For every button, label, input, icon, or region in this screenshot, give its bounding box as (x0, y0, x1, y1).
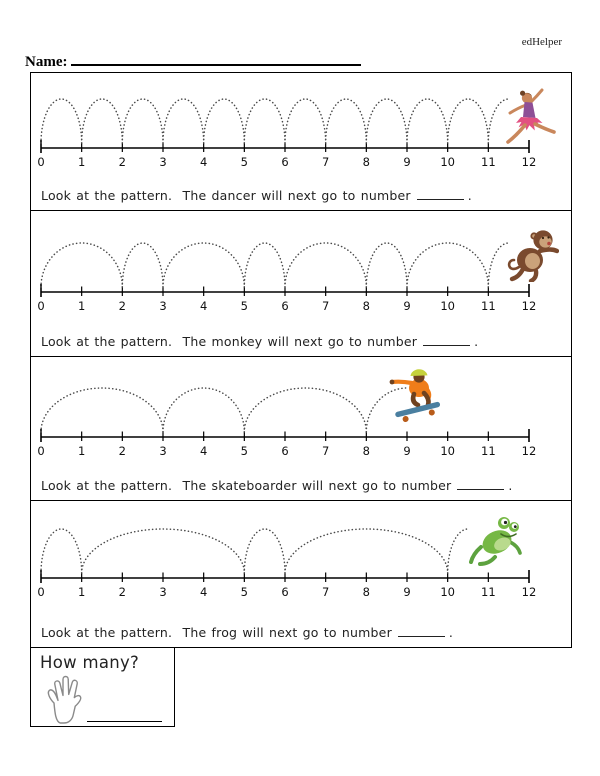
svg-text:2: 2 (118, 444, 126, 458)
prompt-skateboarder (41, 478, 513, 493)
svg-text:5: 5 (240, 155, 248, 169)
svg-text:10: 10 (440, 155, 455, 169)
svg-text:6: 6 (281, 155, 289, 169)
svg-text:6: 6 (281, 585, 289, 599)
svg-text:11: 11 (481, 585, 496, 599)
svg-text:2: 2 (118, 585, 126, 599)
question-box-monkey (30, 210, 572, 356)
svg-text:3: 3 (159, 155, 167, 169)
prompt-monkey (41, 334, 478, 349)
svg-text:9: 9 (403, 585, 411, 599)
svg-text:4: 4 (200, 155, 208, 169)
prompt-text: Look at the pattern. The monkey will next go to number (41, 334, 418, 349)
hand-three-fingers-icon (41, 672, 93, 732)
svg-text:0: 0 (37, 299, 45, 313)
svg-text:8: 8 (362, 444, 370, 458)
answer-blank-frog[interactable] (398, 625, 445, 637)
name-label: Name: (25, 54, 68, 70)
svg-text:11: 11 (481, 299, 496, 313)
prompt-text: Look at the pattern. The dancer will next go to number (41, 188, 411, 203)
prompt-text: Look at the pattern. The skateboarder will next go to number (41, 478, 452, 493)
svg-text:0: 0 (37, 155, 45, 169)
prompt-period: . (448, 625, 454, 640)
how-many-box (30, 648, 175, 727)
how-many-label: How many? (40, 653, 140, 672)
svg-text:9: 9 (403, 155, 411, 169)
prompt-text: Look at the pattern. The frog will next go to number (41, 625, 392, 640)
prompt-dancer (41, 188, 472, 203)
svg-text:5: 5 (240, 444, 248, 458)
prompt-period: . (508, 478, 513, 493)
svg-text:11: 11 (481, 155, 496, 169)
answer-blank-dancer[interactable] (417, 188, 464, 200)
monkey-image (503, 227, 559, 286)
svg-text:9: 9 (403, 299, 411, 313)
svg-text:12: 12 (521, 299, 537, 313)
svg-text:1: 1 (78, 299, 86, 313)
name-blank[interactable] (71, 52, 361, 66)
svg-text:7: 7 (322, 444, 330, 458)
svg-text:3: 3 (159, 585, 167, 599)
svg-text:8: 8 (362, 299, 370, 313)
dancer-image (504, 87, 556, 155)
svg-text:8: 8 (362, 585, 370, 599)
answer-blank-skateboarder[interactable] (457, 478, 504, 490)
svg-text:2: 2 (118, 155, 126, 169)
svg-text:3: 3 (159, 299, 167, 313)
frog-image (467, 511, 523, 570)
svg-text:1: 1 (78, 444, 86, 458)
svg-text:8: 8 (362, 155, 370, 169)
svg-text:7: 7 (322, 585, 330, 599)
svg-text:12: 12 (521, 155, 537, 169)
answer-blank-monkey[interactable] (423, 334, 470, 346)
svg-text:0: 0 (37, 444, 45, 458)
name-row (25, 51, 375, 71)
svg-text:4: 4 (200, 585, 208, 599)
svg-text:7: 7 (322, 299, 330, 313)
skateboarder-image (387, 363, 451, 427)
question-box-frog (30, 500, 572, 648)
prompt-period: . (467, 188, 472, 203)
svg-text:5: 5 (240, 585, 248, 599)
svg-text:4: 4 (200, 444, 208, 458)
svg-text:1: 1 (78, 155, 86, 169)
brand-text: edHelper (521, 36, 562, 48)
how-many-answer-blank[interactable] (87, 721, 162, 722)
svg-text:2: 2 (118, 299, 126, 313)
svg-text:5: 5 (240, 299, 248, 313)
prompt-period: . (474, 334, 479, 349)
svg-text:12: 12 (521, 444, 537, 458)
svg-text:10: 10 (440, 444, 455, 458)
svg-text:4: 4 (200, 299, 208, 313)
svg-text:3: 3 (159, 444, 167, 458)
prompt-frog (41, 625, 453, 640)
svg-text:10: 10 (440, 585, 455, 599)
svg-text:10: 10 (440, 299, 455, 313)
question-box-skateboarder (30, 356, 572, 500)
question-box-dancer (30, 72, 572, 210)
svg-text:6: 6 (281, 444, 289, 458)
svg-text:9: 9 (403, 444, 411, 458)
svg-text:7: 7 (322, 155, 330, 169)
svg-text:11: 11 (481, 444, 496, 458)
svg-text:1: 1 (78, 585, 86, 599)
svg-text:6: 6 (281, 299, 289, 313)
svg-text:12: 12 (521, 585, 537, 599)
svg-text:0: 0 (37, 585, 45, 599)
